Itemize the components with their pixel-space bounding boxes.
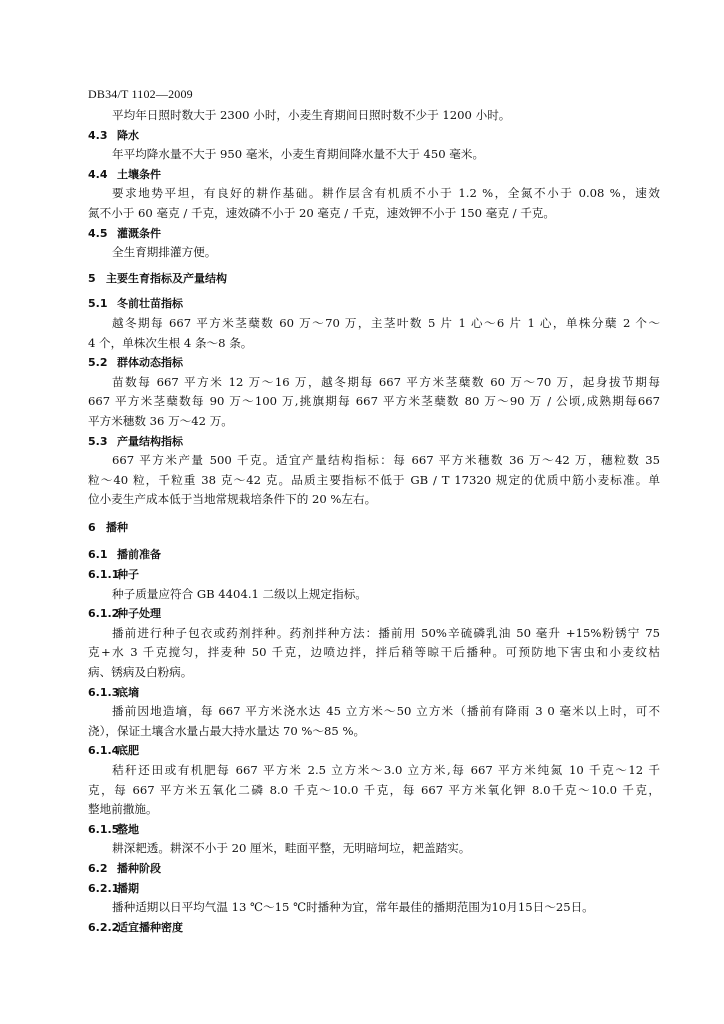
section-number: 5 (88, 271, 96, 285)
section-heading (88, 565, 660, 585)
section-heading (88, 269, 660, 289)
paragraph-line: 平均年日照时数大于 2300 小时，小麦生育期间日照时数不少于 1200 小时。 (112, 108, 511, 122)
section-title: 播种 (106, 520, 128, 534)
paragraph-line: 氮不小于 60 毫克 / 千克，速效磷不小于 20 毫克 / 千克，速效钾不小于 150 毫克 / 千克。 (88, 205, 555, 220)
section-number: 6.1.1 (88, 568, 120, 582)
paragraph-line: 粒～40 粒，千粒重 38 克～42 克。品质主要指标不低于 GB / T 17320 规定的优质中筋小麦标准。单 (88, 472, 660, 487)
section-heading (88, 165, 660, 185)
section-title: 产量结构指标 (117, 434, 183, 448)
section-number: 5.3 (88, 434, 108, 448)
section-heading (88, 918, 660, 938)
section-heading (88, 741, 660, 761)
section-heading (88, 683, 660, 703)
section-number: 6.1.4 (88, 744, 120, 758)
section-number: 6.1.2 (88, 607, 120, 621)
paragraph-line: 秸秆还田或有机肥每 667 平方米 2.5 立方米～3.0 立方米,每 667 平方米纯氮 10 千克～12 千 (112, 763, 660, 777)
section-number: 6 (88, 520, 96, 534)
paragraph-line: 667 平方米茎蘖数每 90 万～100 万,挑旗期每 667 平方米茎蘖数 80 万～90 万 / 公顷,成熟期每667 (88, 394, 660, 409)
paragraph-line: 克+水 3 千克搅匀，拌麦种 50 千克，边喷边拌，拌后稍等晾干后播种。可预防地下害虫和小麦纹枯 (88, 645, 660, 660)
paragraph-line: 克，每 667 平方米五氧化二磷 8.0 千克～10.0 千克，每 667 平方米氧化钾 8.0千克～10.0 千克， (88, 782, 660, 797)
section-heading (88, 820, 660, 840)
document-standard-number: DB34/T 1102—2009 (88, 87, 193, 101)
paragraph-line: 越冬期每 667 平方米茎蘖数 60 万～70 万，主茎叶数 5 片 1 心～6 片 1 心，单株分蘖 2 个～ (112, 315, 660, 330)
section-heading (88, 432, 660, 452)
section-title: 播前准备 (117, 548, 161, 562)
section-number: 6.2.2 (88, 920, 120, 934)
paragraph-line: 平方米穗数 36 万～42 万。 (88, 413, 233, 428)
section-number: 4.5 (88, 226, 108, 240)
paragraph-line: 播前进行种子包衣或药剂拌种。药剂拌种方法：播前用 50%辛硫磷乳油 50 毫升 +15%粉锈宁 75 (112, 625, 660, 640)
section-title: 冬前壮苗指标 (117, 297, 183, 311)
paragraph-line: 位小麦生产成本低于当地常规栽培条件下的 20 %左右。 (88, 492, 377, 507)
section-title: 降水 (117, 128, 139, 142)
document-body (88, 106, 660, 937)
section-number: 6.2 (88, 861, 108, 875)
paragraph-line: 全生育期排灌方便。 (112, 245, 217, 260)
section-number: 4.3 (88, 128, 108, 142)
paragraph-line: 播前因地造墒，每 667 平方米浇水达 45 立方米～50 立方米（播前有降雨 3 0 毫米以上时，可不 (112, 704, 660, 719)
section-heading (88, 518, 660, 538)
paragraph-line: 苗数每 667 平方米 12 万～16 万，越冬期每 667 平方米茎蘖数 60 万～70 万，起身拔节期每 (112, 374, 660, 389)
paragraph-line: 病、锈病及白粉病。 (88, 665, 193, 680)
section-title: 适宜播种密度 (117, 920, 183, 934)
section-heading (88, 879, 660, 899)
paragraph-line: 耕深耙透。耕深不小于 20 厘米，畦面平整，无明暗坷垃，耙盖踏实。 (112, 841, 471, 856)
section-heading (88, 353, 660, 373)
section-heading (88, 224, 660, 244)
section-heading (88, 859, 660, 879)
section-number: 5.2 (88, 356, 108, 370)
section-title: 底肥 (117, 744, 139, 758)
section-title: 底墒 (117, 685, 139, 699)
section-number: 6.1 (88, 548, 108, 562)
section-title: 种子 (117, 568, 139, 582)
section-title: 播种阶段 (117, 861, 161, 875)
paragraph-line: 年平均降水量不大于 950 毫米，小麦生育期间降水量不大于 450 毫米。 (112, 147, 485, 162)
section-title: 灌溉条件 (117, 226, 161, 240)
paragraph-line: 4 个，单株次生根 4 条～8 条。 (88, 335, 253, 350)
section-number: 5.1 (88, 297, 108, 311)
section-number: 6.2.1 (88, 881, 120, 895)
section-title: 播期 (117, 881, 139, 895)
paragraph-line: 种子质量应符合 GB 4404.1 二级以上规定指标。 (112, 586, 367, 601)
section-heading (88, 545, 660, 565)
section-number: 6.1.5 (88, 822, 120, 836)
section-number: 6.1.3 (88, 685, 120, 699)
section-title: 整地 (117, 822, 139, 836)
section-number: 4.4 (88, 167, 108, 181)
section-heading (88, 604, 660, 624)
paragraph-line: 667 平方米产量 500 千克。适宜产量结构指标：每 667 平方米穗数 36 万～42 万，穗粒数 35 (112, 453, 660, 468)
section-title: 主要生育指标及产量结构 (106, 271, 227, 285)
section-heading (88, 126, 660, 146)
paragraph-line: 整地前撒施。 (88, 802, 158, 817)
paragraph-line: 要求地势平坦，有良好的耕作基础。耕作层含有机质不小于 1.2 %，全氮不小于 0.08 %，速效 (112, 186, 660, 201)
paragraph-line: 浇），保证土壤含水量占最大持水量达 70 %～85 %。 (88, 723, 366, 738)
section-title: 种子处理 (117, 607, 161, 621)
section-title: 土壤条件 (117, 167, 161, 181)
section-heading (88, 294, 660, 314)
section-title: 群体动态指标 (117, 356, 183, 370)
paragraph-line: 播种适期以日平均气温 13 ℃～15 ℃时播种为宜，常年最佳的播期范围为10月15日～25日。 (112, 900, 594, 915)
